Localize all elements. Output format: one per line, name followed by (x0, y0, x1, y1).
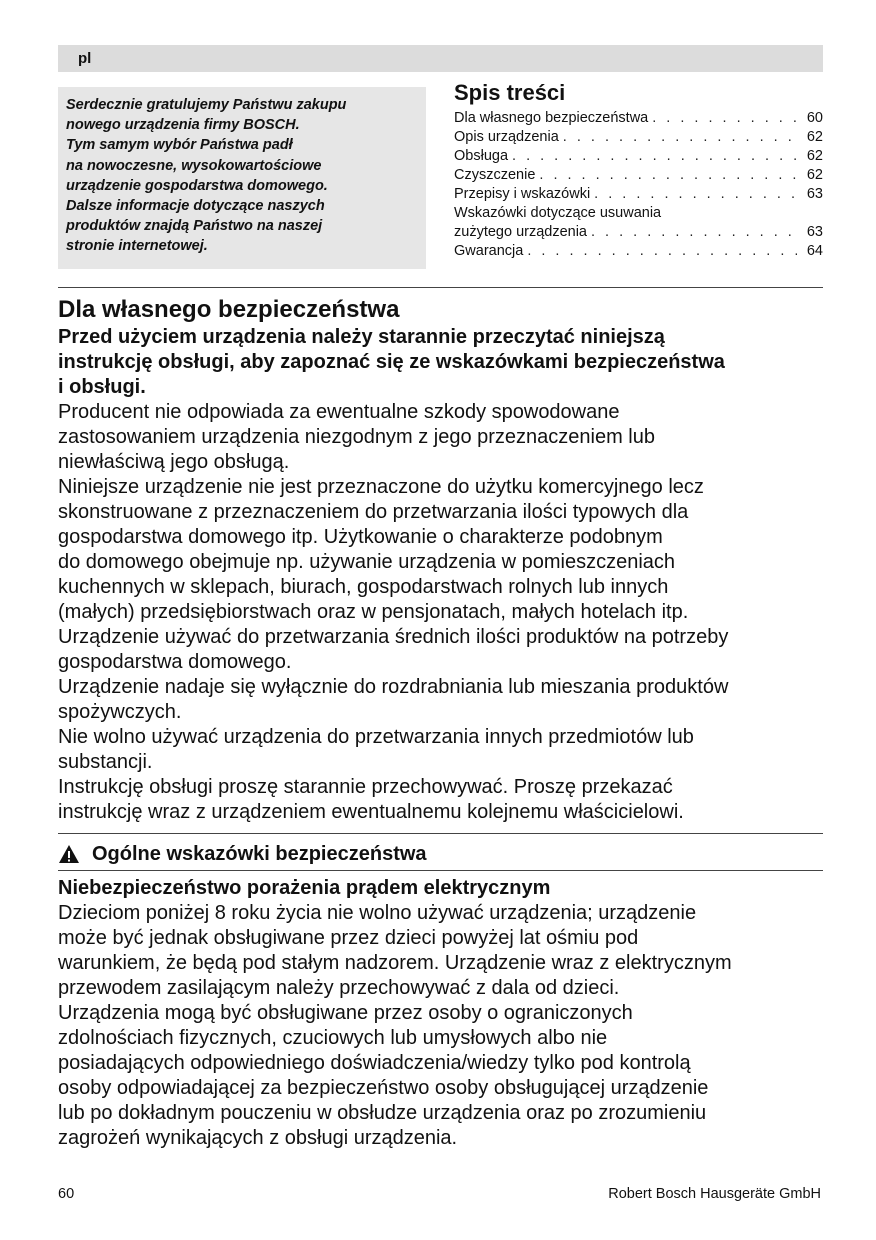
greeting-line: Serdecznie gratulujemy Państwu zakupu (66, 97, 347, 113)
section-divider (58, 870, 823, 871)
body-line: spożywczych. (58, 701, 182, 723)
page-footer (58, 1186, 821, 1202)
body-line: osoby odpowiadającej za bezpieczeństwo osoby obsługującej urządzenie (58, 1077, 709, 1099)
body-line: lub po dokładnym pouczeniu w obsłudze urządzenia oraz po zrozumieniu (58, 1102, 707, 1124)
warning-triangle-icon (58, 844, 80, 864)
toc-title: Spis treści (454, 80, 566, 105)
toc-entry-title: Przepisy i wskazówki (454, 186, 591, 202)
general-safety-heading (58, 840, 427, 868)
greeting-line: produktów znajdą Państwo na naszej (66, 218, 323, 235)
greeting-line: na nowoczesne, wysokowartościowe (66, 157, 322, 174)
greeting-line: urządzenie gospodarstwa domowego. (66, 177, 328, 194)
intro-line: instrukcję obsługi, aby zapoznać się ze wskazówkami bezpieczeństwa (58, 351, 725, 373)
language-bar (58, 45, 823, 72)
toc-entry[interactable] (454, 166, 823, 185)
body-line: warunkiem, że będą pod stałym nadzorem. Urządzenie wraz z elektrycznym (58, 952, 732, 974)
greeting-line: nowego urządzenia firmy BOSCH. (66, 117, 300, 134)
toc-entry-title-line1: Wskazówki dotyczące usuwania (454, 205, 662, 221)
toc-entry-title-line2: zużytego urządzenia (454, 224, 587, 240)
body-line: gospodarstwa domowego itp. Użytkowanie o charakterze podobnym (58, 526, 663, 548)
body-line: zagrożeń wynikających z obsługi urządzenia. (58, 1127, 458, 1149)
general-heading-text: Ogólne wskazówki bezpieczeństwa (92, 842, 427, 865)
safety-body (58, 400, 828, 825)
section-divider (58, 287, 823, 288)
subheading (58, 876, 828, 901)
page-number: 60 (58, 1186, 75, 1202)
body-line: skonstruowane z przeznaczeniem do przetwarzania ilości typowych dla (58, 501, 689, 523)
language-code: pl (78, 50, 92, 67)
body-line: Urządzenia mogą być obsługiwane przez osoby o ograniczonych (58, 1002, 633, 1024)
body-line: kuchennych w sklepach, biurach, gospodarstwach rolnych lub innych (58, 576, 669, 598)
toc-entry[interactable] (454, 185, 823, 204)
toc-entry-page: 63 (806, 224, 823, 240)
toc-entry-title: Czyszczenie (454, 167, 536, 183)
toc-entry-page: 62 (806, 167, 823, 183)
toc-entry-title: Dla własnego bezpieczeństwa (454, 110, 649, 126)
subheading-text: Niebezpieczeństwo porażenia prądem elektrycznym (58, 877, 551, 899)
body-line: niewłaściwą jego obsługą. (58, 451, 290, 473)
greeting-line: Dalsze informacje dotyczące naszych (66, 198, 325, 215)
greeting-line: stronie internetowej. (66, 238, 208, 255)
toc-entry[interactable] (454, 128, 823, 147)
body-line: Producent nie odpowiada za ewentualne szkody spowodowane (58, 401, 620, 423)
body-line: Dzieciom poniżej 8 roku życia nie wolno używać urządzenia; urządzenie (58, 902, 697, 924)
body-line: może być jednak obsługiwane przez dzieci powyżej lat ośmiu pod (58, 927, 639, 949)
greeting-box (58, 87, 426, 269)
body-line: Urządzenie używać do przetwarzania średnich ilości produktów na potrzeby (58, 626, 729, 648)
toc-entry[interactable] (454, 242, 823, 261)
general-safety-section (58, 876, 828, 1151)
body-line: zdolnościach fizycznych, czuciowych lub umysłowych albo nie (58, 1027, 608, 1049)
section-divider (58, 833, 823, 834)
body-line: gospodarstwa domowego. (58, 651, 292, 673)
general-body (58, 901, 828, 1151)
intro-line: Przed użyciem urządzenia należy starannie przeczytać niniejszą (58, 326, 665, 348)
body-line: instrukcję wraz z urządzeniem ewentualnemu kolejnemu właścicielowi. (58, 801, 684, 823)
table-of-contents (454, 79, 823, 261)
body-line: substancji. (58, 751, 153, 773)
toc-entry-page: 64 (806, 243, 823, 259)
body-line: posiadających odpowiedniego doświadczenia/wiedzy tylko pod kontrolą (58, 1052, 691, 1074)
toc-entry-title: Gwarancja (454, 243, 524, 259)
body-line: Nie wolno używać urządzenia do przetwarzania innych przedmiotów lub (58, 726, 694, 748)
greeting-line: Tym samym wybór Państwa padł (66, 137, 293, 154)
safety-intro (58, 325, 828, 400)
body-line: zastosowaniem urządzenia niezgodnym z jego przeznaczeniem lub (58, 426, 655, 448)
toc-entry-page: 63 (806, 186, 823, 202)
company-name: Robert Bosch Hausgeräte GmbH (608, 1186, 821, 1202)
body-line: przewodem zasilającym należy przechowywać z dala od dzieci. (58, 977, 620, 999)
toc-entry-multiline[interactable] (454, 204, 823, 242)
toc-entry[interactable] (454, 109, 823, 128)
toc-entry-page: 62 (806, 129, 823, 145)
body-line: do domowego obejmuje np. używanie urządzenia w pomieszczeniach (58, 551, 676, 573)
toc-entry-title: Opis urządzenia (454, 129, 559, 145)
intro-line: i obsługi. (58, 376, 146, 398)
section-heading: Dla własnego bezpieczeństwa (58, 296, 400, 323)
toc-entry-title: Obsługa (454, 148, 509, 164)
toc-entry-page: 62 (806, 148, 823, 164)
body-line: Urządzenie nadaje się wyłącznie do rozdrabniania lub mieszania produktów (58, 676, 729, 698)
body-line: Instrukcję obsługi proszę starannie przechowywać. Proszę przekazać (58, 776, 673, 798)
body-line: (małych) przedsiębiorstwach oraz w pensjonatach, małych hotelach itp. (58, 601, 689, 623)
body-line: Niniejsze urządzenie nie jest przeznaczone do użytku komercyjnego lecz (58, 476, 704, 498)
safety-section (58, 295, 828, 825)
toc-entry[interactable] (454, 147, 823, 166)
toc-entry-page: 60 (806, 110, 823, 126)
